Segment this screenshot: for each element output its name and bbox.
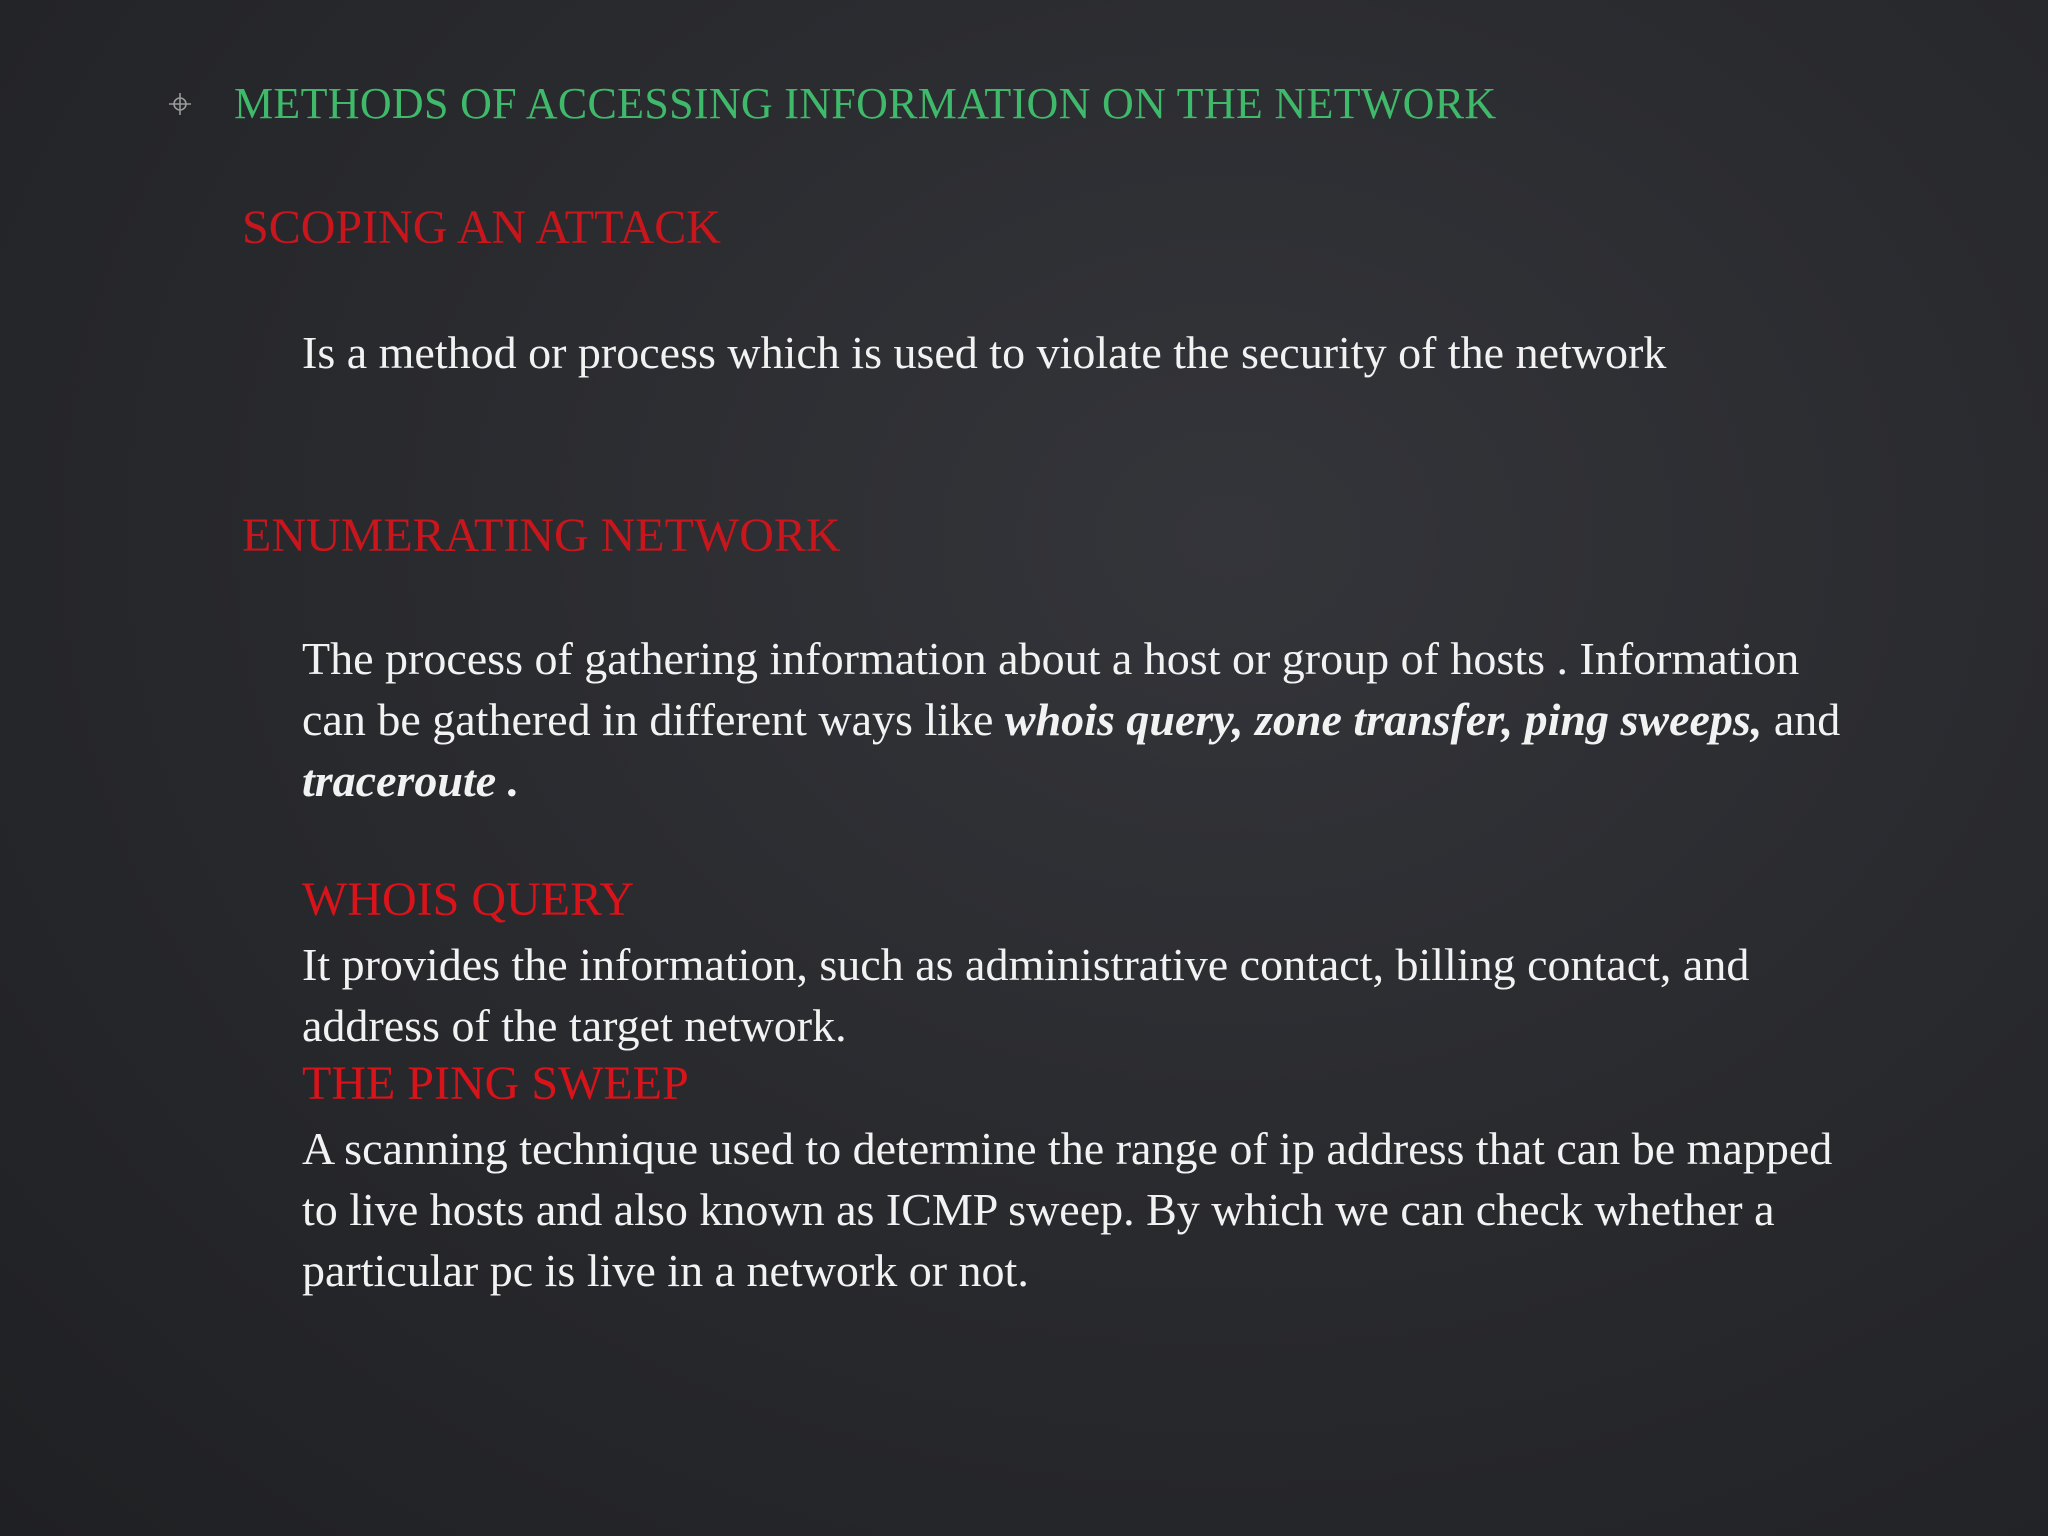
- heading-scoping: SCOPING AN ATTACK: [242, 201, 721, 254]
- title-row: [168, 78, 1496, 129]
- para-scoping: Is a method or process which is used to violate the security of the network: [302, 327, 1667, 378]
- enumerating-traceroute: traceroute .: [302, 755, 520, 806]
- enumerating-text-1: The process of gathering information about a host or group of hosts . Information can be gathered in different ways like: [302, 633, 1800, 745]
- para-enumerating: [302, 628, 1862, 811]
- heading-enumerating: ENUMERATING NETWORK: [242, 509, 841, 562]
- heading-whois: WHOIS QUERY: [302, 873, 634, 926]
- enumerating-text-2: and: [1762, 694, 1841, 745]
- para-ping-sweep: A scanning technique used to determine the range of ip address that can be mapped to live hosts and also known as ICMP sweep. By which we can check whether a particular pc is live in a network or not.: [302, 1123, 1833, 1296]
- slide-title: METHODS OF ACCESSING INFORMATION ON THE NETWORK: [234, 79, 1497, 128]
- enumerating-methods: whois query, zone transfer, ping sweeps,: [1004, 694, 1763, 745]
- para-whois: It provides the information, such as administrative contact, billing contact, and address of the target network.: [302, 939, 1750, 1051]
- crosshair-bullet-icon: [168, 92, 192, 116]
- heading-ping-sweep: THE PING SWEEP: [302, 1057, 689, 1110]
